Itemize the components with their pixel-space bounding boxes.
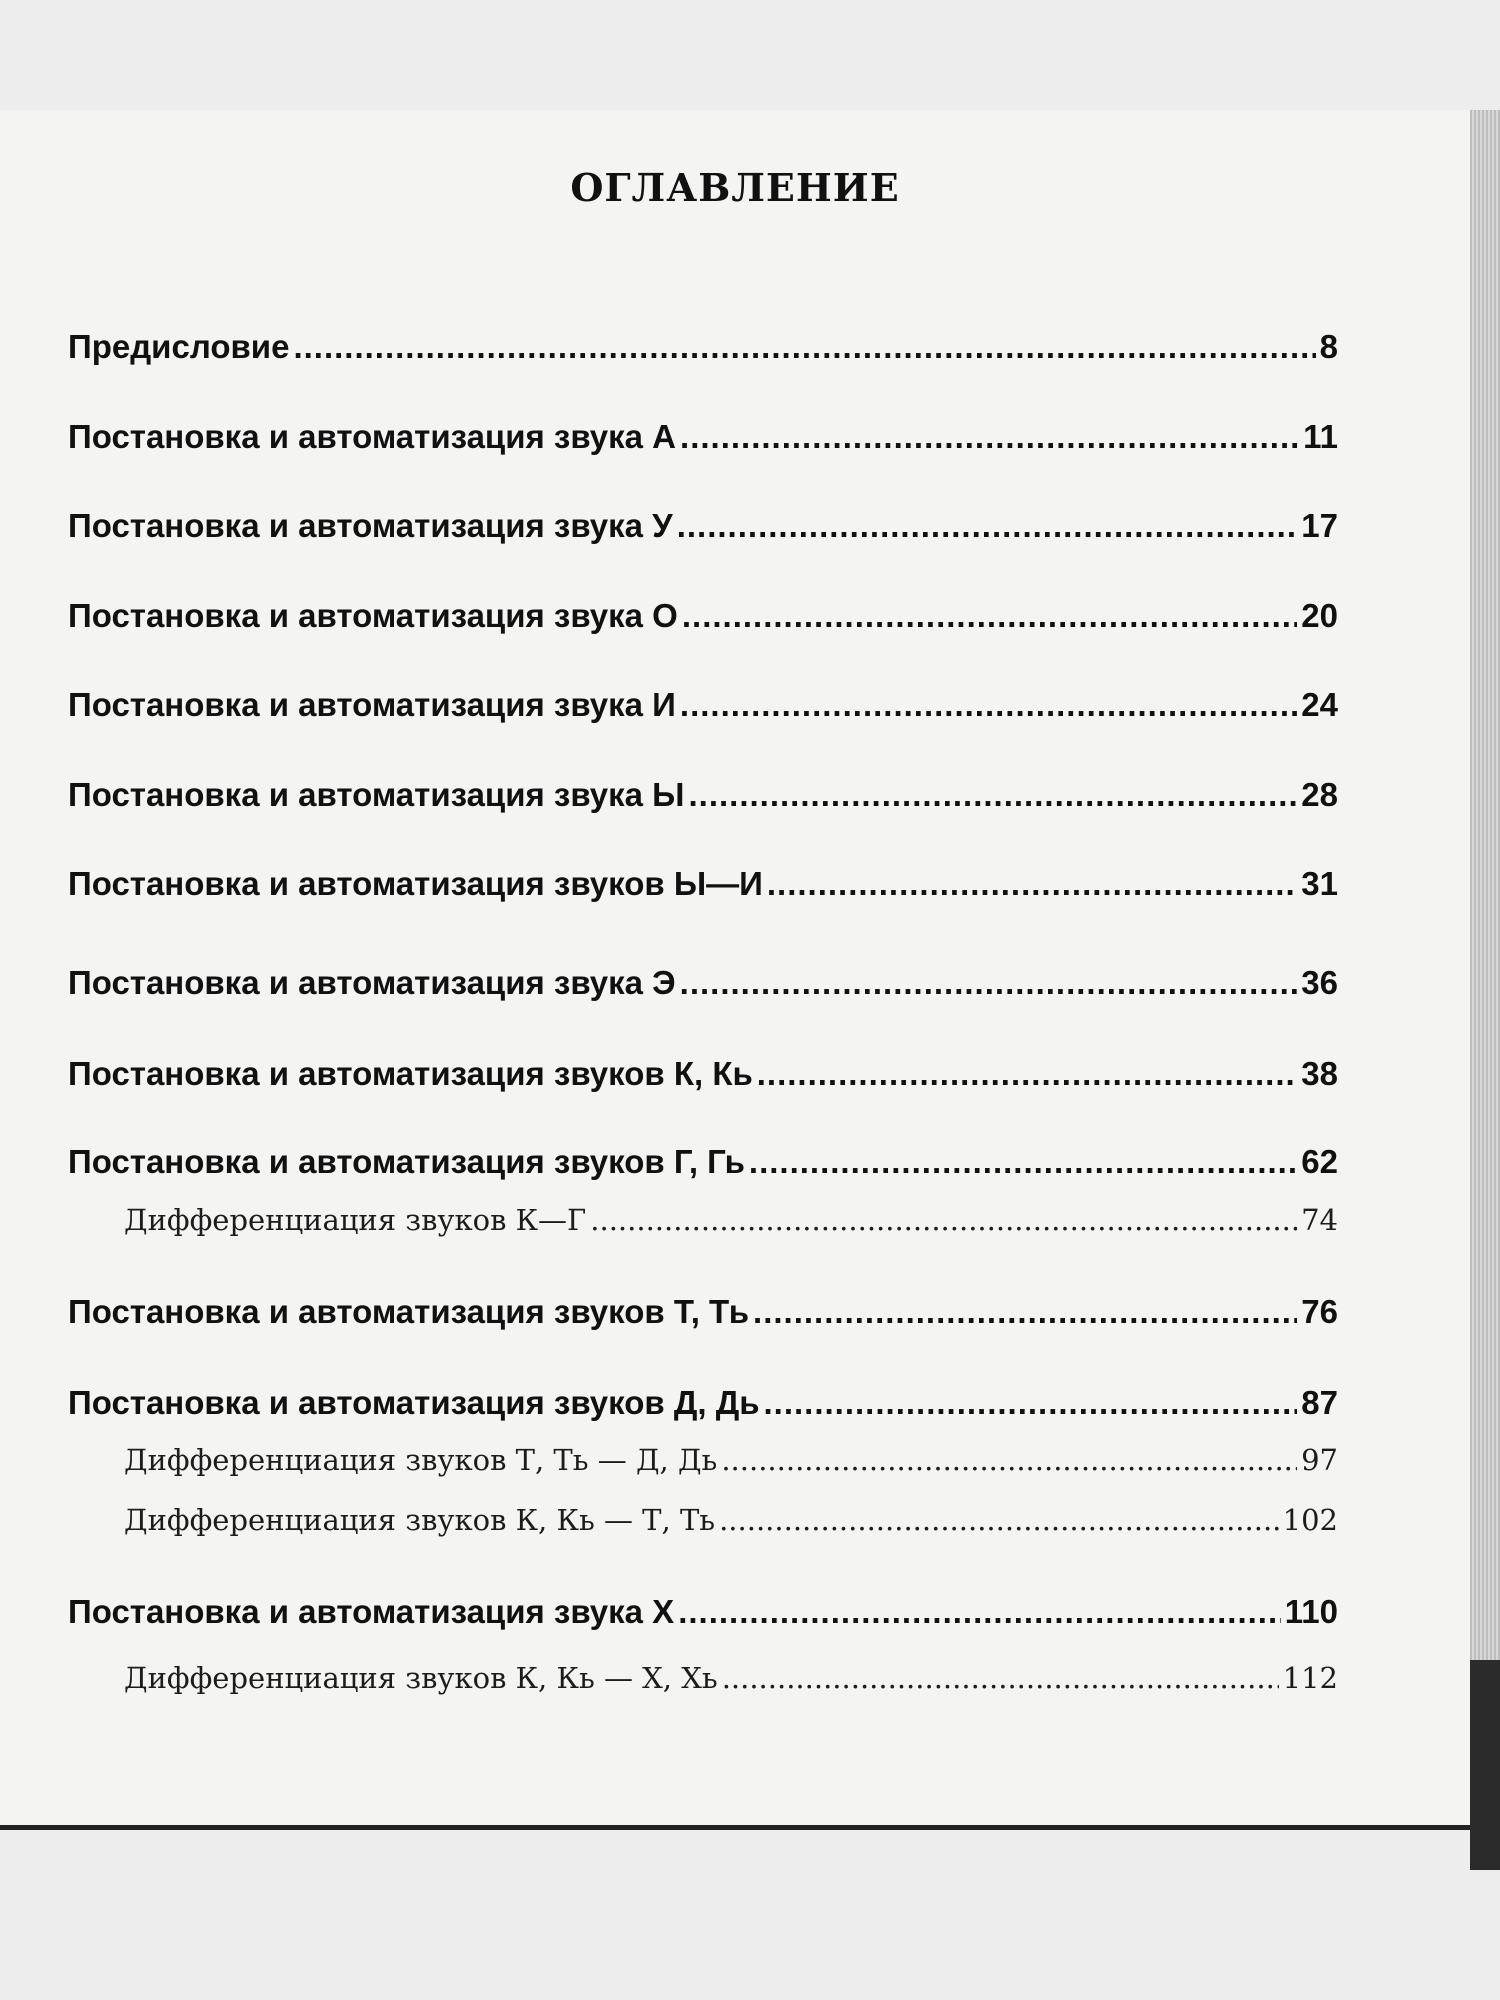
toc-page-number: 20 [1301,597,1338,634]
toc-leader-dots [721,1443,1297,1477]
toc-leader-dots [719,1503,1279,1537]
toc-entry[interactable] [68,1593,1338,1631]
toc-entry-label: Дифференциация звуков К—Г [124,1203,587,1237]
toc-page-number: 102 [1282,1503,1338,1537]
toc-page-number: 112 [1282,1661,1338,1695]
toc-leader-dots [680,964,1298,1002]
toc-entry-label: Дифференциация звуков К, Кь — Х, Хь [124,1661,718,1695]
page-edge [1470,110,1500,1830]
chapter-edge-tab [1470,1660,1500,1870]
toc-entry[interactable] [68,507,1338,545]
toc-entry-label: Постановка и автоматизация звука А [68,418,677,455]
toc-page-number: 74 [1301,1203,1338,1237]
toc-entry-label: Постановка и автоматизация звуков К, Кь [68,1055,753,1092]
bottom-rule [0,1825,1470,1830]
toc-entry-label: Постановка и автоматизация звука Х [68,1593,675,1630]
toc-entry[interactable] [68,686,1338,724]
toc-entry-label: Дифференциация звуков К, Кь — Т, Ть [124,1503,716,1537]
toc-entry[interactable] [68,1143,1338,1181]
toc-leader-dots [680,686,1297,724]
toc-subentry[interactable] [68,1661,1338,1695]
toc-page-number: 97 [1301,1443,1338,1477]
toc-page-number: 62 [1301,1143,1338,1180]
toc-entry-label: Дифференциация звуков Т, Ть — Д, Дь [124,1443,718,1477]
toc-entry-label: Постановка и автоматизация звуков Д, Дь [68,1384,760,1421]
toc-leader-dots [677,507,1298,545]
toc-leader-dots [590,1203,1297,1237]
toc-leader-dots [749,1143,1297,1181]
toc-page-number: 17 [1301,507,1338,544]
toc-subentry[interactable] [68,1503,1338,1537]
toc-leader-dots [682,597,1297,635]
toc-leader-dots [293,328,1315,366]
toc-leader-dots [764,1384,1298,1422]
toc-page-number: 38 [1301,1055,1338,1092]
toc-entry[interactable] [68,328,1338,366]
toc-entry[interactable] [68,418,1338,456]
toc-leader-dots [680,418,1299,456]
toc-entry[interactable] [68,597,1338,635]
toc-leader-dots [767,865,1297,903]
toc-entry[interactable] [68,1293,1338,1331]
toc-entry-label: Постановка и автоматизация звуков Т, Ть [68,1293,750,1330]
toc-entry-label: Постановка и автоматизация звука О [68,597,678,634]
page-title: ОГЛАВЛЕНИЕ [570,165,900,210]
toc-entry-label: Постановка и автоматизация звуков Ы—И [68,865,763,902]
toc-entry[interactable] [68,865,1338,903]
toc-page-number: 31 [1301,865,1338,902]
toc-page-number: 8 [1319,328,1338,365]
toc-entry-label: Постановка и автоматизация звука Ы [68,776,685,813]
toc-page-number: 110 [1284,1593,1338,1630]
toc-page-number: 87 [1301,1384,1338,1421]
toc-leader-dots [678,1593,1281,1631]
toc-leader-dots [689,776,1298,814]
toc-subentry[interactable] [68,1203,1338,1237]
toc-page-number: 76 [1301,1293,1338,1330]
toc-page-number: 24 [1301,686,1338,723]
toc-entry-label: Постановка и автоматизация звука У [68,507,673,544]
toc-entry-label: Постановка и автоматизация звуков Г, Гь [68,1143,745,1180]
toc-entry[interactable] [68,776,1338,814]
toc-entry[interactable] [68,1055,1338,1093]
toc-entry-label: Предисловие [68,328,290,365]
toc-page-number: 11 [1303,418,1338,455]
toc-page-number: 36 [1301,964,1338,1001]
toc-entry[interactable] [68,964,1338,1002]
toc-entry-label: Постановка и автоматизация звука И [68,686,676,723]
toc-leader-dots [753,1293,1297,1331]
toc-leader-dots [722,1661,1279,1695]
toc-page-number: 28 [1301,776,1338,813]
toc-entry-label: Постановка и автоматизация звука Э [68,964,676,1001]
toc-subentry[interactable] [68,1443,1338,1477]
toc-leader-dots [757,1055,1298,1093]
toc-entry[interactable] [68,1384,1338,1422]
